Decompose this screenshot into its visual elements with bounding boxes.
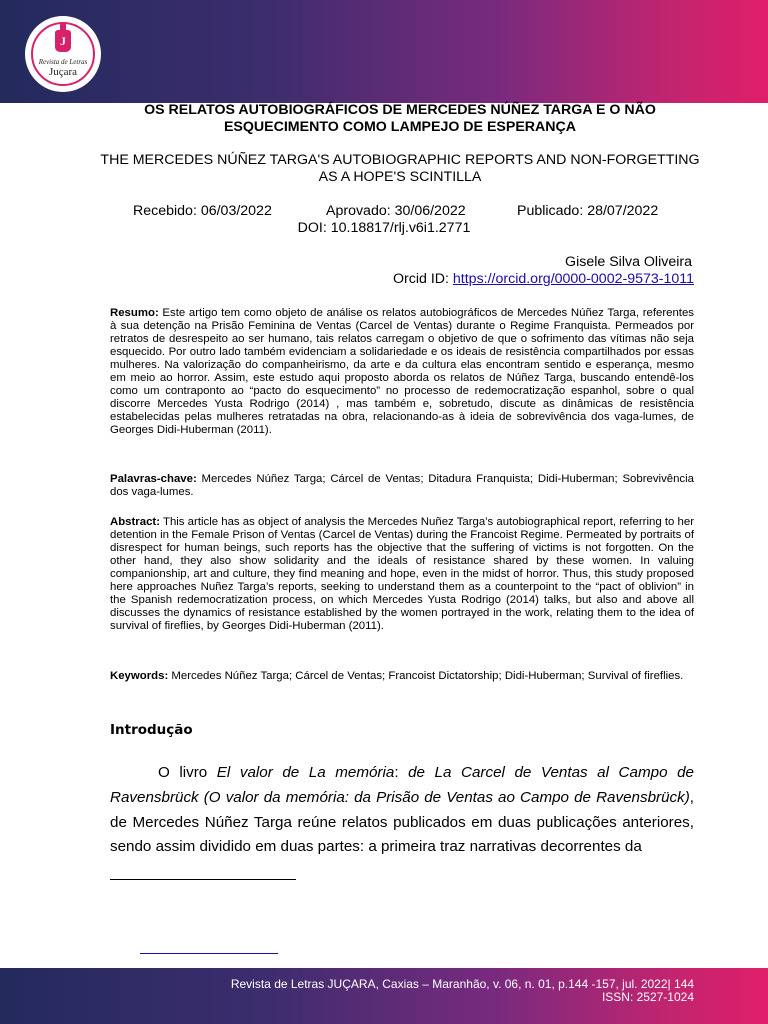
footer-banner — [0, 968, 768, 1024]
keywords-text: Mercedes Núñez Targa; Cárcel de Ventas; Francoist Dictatorship; Didi-Huberman; Survival of fireflies. — [168, 670, 684, 682]
intro-italic-title: El valor de La memória — [216, 764, 395, 781]
resumo-text: Este artigo tem como objeto de análise os relatos autobiográficos de Mercedes Núñez Targa, referentes à sua detenção na Prisão Feminina de Ventas (Carcel de Ventas) durante o Regime Franquista. Permeados por retratos de desrespeito ao ser humano, tais relatos carregam o objetivo de que o sofrimento das vítimas não seja esquecido. Por outro lado também evidenciam a solidariedade e os ideais de resistência compartilhados por essas mulheres. Na valorização do companheirismo, da arte e da cultura elas encontram sentido e esperança, mesmo em meio ao horror. Assim, este estudo aqui proposto aborda os relatos de Núñez Targa, buscando entendê-los como um contraponto ao “pacto do esquecimento” no processo de redemocratização espanhol, sobre o qual discorre Mercedes Yusta Rodrigo (2014) , mas também e, sobretudo, discute as dinâmicas de resistência estabelecidas pelas mulheres retratadas na obra, relacionando-as à ideia de sobrevivência dos vaga-lumes, de Georges Didi-Huberman (2011). — [110, 307, 694, 436]
approved-date: Aprovado: 30/06/2022 — [326, 203, 466, 219]
introducao-paragraph — [110, 761, 694, 860]
keywords-paragraph — [110, 670, 694, 683]
palavras-chave-paragraph — [110, 473, 694, 499]
title-english: THE MERCEDES NÚÑEZ TARGA'S AUTOBIOGRAPHIC REPORTS AND NON-FORGETTING AS A HOPE'S SCINTILLA — [100, 152, 700, 185]
abstract-paragraph — [110, 516, 694, 633]
footer-issn: ISSN: 2527-1024 — [601, 990, 694, 1004]
intro-text-mid: : — [394, 764, 409, 781]
received-date: Recebido: 06/03/2022 — [133, 203, 272, 219]
abstract-text: This article has as object of analysis the Mercedes Nuñez Targa’s autobiographical report, referring to her detention in the Female Prison of Ventas (Carcel de Ventas) during the Francoist Regime. Permeated by portraits of disrespect for human beings, such reports has the objective that the suffering of victims is not forgotten. On the other hand, they also show solidarity and the ideals of resistance shared by these women. In valuing companionship, art and culture, they find meaning and hope, even in the midst of horror. Thus, this study proposed here approaches Nuñez Targa’s reports, seeking to understand them as a counterpoint to the “pact of oblivion” in the Spanish redemocratization process, on which Mercedes Yusta Rodrigo (2014) talks, but also and above all discusses the dynamics of resistance established by the women portrayed in the work, relating them to the idea of survival of fireflies, by Georges Didi-Huberman (2011). — [110, 516, 694, 632]
orcid — [393, 271, 694, 287]
keywords-label: Keywords: — [110, 670, 169, 682]
doi: DOI: 10.18817/rlj.v6i1.2771 — [297, 220, 471, 236]
footer-citation: Revista de Letras JUÇARA, Caxias – Maranhão, v. 06, n. 01, p.144 -157, jul. 2022| 144 — [230, 977, 694, 991]
footer-text — [231, 978, 694, 1004]
palavras-chave-text: Mercedes Núñez Targa; Cárcel de Ventas; Ditadura Franquista; Didi-Huberman; Sobrevivência dos vaga-lumes. — [110, 473, 694, 498]
author-name: Gisele Silva Oliveira — [565, 254, 692, 270]
footnote-link-line — [140, 953, 278, 954]
intro-italic-subtitle: de La Carcel de Ventas al Campo de Ravensbrück (O valor da memória: da Prisão de Ventas ao Campo de Ravensbrück) — [110, 764, 694, 806]
logo-text-line1: Revista de Letras — [38, 58, 88, 66]
logo-letter-j: J — [60, 34, 66, 48]
footnote-separator — [110, 879, 296, 880]
resumo-paragraph — [110, 307, 694, 437]
palavras-chave-label: Palavras-chave: — [110, 473, 197, 485]
intro-text-start: O livro — [158, 764, 217, 781]
published-date: Publicado: 28/07/2022 — [517, 203, 659, 219]
orcid-label: Orcid ID: — [392, 271, 453, 287]
resumo-label: Resumo: — [110, 307, 159, 319]
journal-logo — [27, 18, 99, 90]
orcid-link[interactable]: https://orcid.org/0000-0002-9573-1011 — [452, 271, 694, 287]
logo-text-line2: Juçara — [48, 66, 78, 78]
abstract-label: Abstract: — [110, 516, 161, 528]
title-portuguese: OS RELATOS AUTOBIOGRÁFICOS DE MERCEDES NÚÑEZ TARGA E O NÃO ESQUECIMENTO COMO LAMPEJO DE ESPERANÇA — [144, 102, 656, 135]
section-heading-introducao: Introdução — [110, 722, 193, 738]
intro-text-end: , de Mercedes Núñez Targa reúne relatos publicados em duas publicações anteriores, sendo assim dividido em duas partes: a primeira traz narrativas decorrentes da — [110, 788, 694, 856]
header-banner — [0, 0, 768, 103]
